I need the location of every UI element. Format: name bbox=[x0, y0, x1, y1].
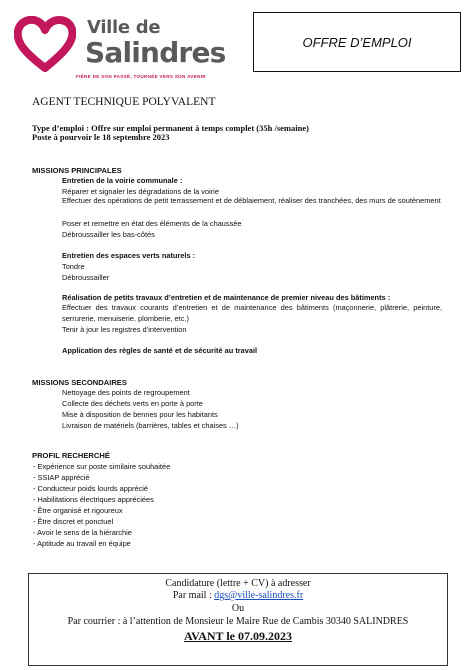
list-item: Collecte des déchets verts en porte à porte bbox=[62, 399, 203, 408]
email-link[interactable]: dgs@ville-salindres.fr bbox=[214, 590, 304, 601]
batiments-title: Réalisation de petits travaux d’entretien et de maintenance de premier niveau des bâtiments : bbox=[62, 293, 391, 302]
list-item: - Habilitations électriques appréciées bbox=[33, 495, 154, 504]
employment-type: Type d’emploi : Offre sur emploi permanent à temps complet (35h /semaine) bbox=[32, 123, 309, 133]
batiments-line1: Effectuer des travaux courants d’entretien et de maintenance des bâtiments (maçonnerie, plâtrerie, peinture, serrurerie, menuiserie, plomberie, etc.) bbox=[62, 303, 442, 323]
list-item: - Expérience sur poste similaire souhaitée bbox=[33, 462, 171, 471]
position-date: Poste à pourvoir le 18 septembre 2023 bbox=[32, 132, 170, 142]
securite-line: Application des règles de santé et de sécurité au travail bbox=[62, 346, 258, 355]
list-item: - Aptitude au travail en équipe bbox=[33, 539, 131, 548]
list-item: Nettoyage des points de regroupement bbox=[62, 388, 190, 397]
espaces-line1: Tondre bbox=[62, 262, 85, 271]
candidature-box bbox=[28, 573, 448, 666]
mail-prefix: Par mail : bbox=[172, 590, 215, 601]
list-item: - SSIAP apprécié bbox=[33, 473, 90, 482]
profil-title: PROFIL RECHERCHÉ bbox=[32, 451, 110, 460]
city-logo bbox=[14, 10, 224, 80]
logo-line1: Ville de bbox=[87, 17, 161, 38]
espaces-title: Entretien des espaces verts naturels : bbox=[62, 251, 196, 260]
voirie-line3: Poser et remettre en état des éléments de la chaussée bbox=[62, 219, 242, 228]
batiments-line2: Tenir à jour les registres d’intervention bbox=[62, 325, 187, 334]
candidature-postal: Par courrier : à l’attention de Monsieur le Maire Rue de Cambis 30340 SALINDRES bbox=[67, 616, 409, 627]
list-item: - Conducteur poids lourds apprécié bbox=[33, 484, 149, 493]
candidature-line1: Candidature (lettre + CV) à adresser bbox=[165, 578, 311, 589]
list-item: Mise à disposition de bennes pour les habitants bbox=[62, 410, 218, 419]
list-item: Livraison de matériels (barrières, tables et chaises …) bbox=[62, 421, 239, 430]
voirie-line1: Réparer et signaler les dégradations de la voirie bbox=[62, 187, 219, 196]
candidature-or: Ou bbox=[231, 603, 245, 614]
missions-principales-title: MISSIONS PRINCIPALES bbox=[32, 166, 122, 175]
offer-label: OFFRE D’EMPLOI bbox=[302, 34, 412, 50]
candidature-mail-line bbox=[29, 590, 447, 601]
heart-logo-icon bbox=[14, 16, 76, 72]
logo-tagline: FIÈRE DE SON PASSÉ, TOURNÉE VERS SON AVENIR bbox=[76, 74, 206, 79]
voirie-title: Entretien de la voirie communale : bbox=[62, 176, 183, 185]
job-title: AGENT TECHNIQUE POLYVALENT bbox=[32, 96, 216, 108]
offer-label-box bbox=[253, 12, 461, 72]
voirie-line2: Effectuer des opérations de petit terrassement et de déblaiement, réaliser des tranchées, des murs de soutènement bbox=[62, 196, 441, 205]
logo-line2: Salindres bbox=[85, 36, 226, 69]
missions-secondaires-title: MISSIONS SECONDAIRES bbox=[32, 378, 127, 387]
list-item: - Être organisé et rigoureux bbox=[33, 506, 123, 515]
deadline: AVANT le 07.09.2023 bbox=[183, 629, 293, 643]
list-item: - Avoir le sens de la hiérarchie bbox=[33, 528, 132, 537]
espaces-line2: Débroussailler bbox=[62, 273, 110, 282]
voirie-line4: Débroussailler les bas-côtés bbox=[62, 230, 155, 239]
list-item: - Être discret et ponctuel bbox=[33, 517, 114, 526]
